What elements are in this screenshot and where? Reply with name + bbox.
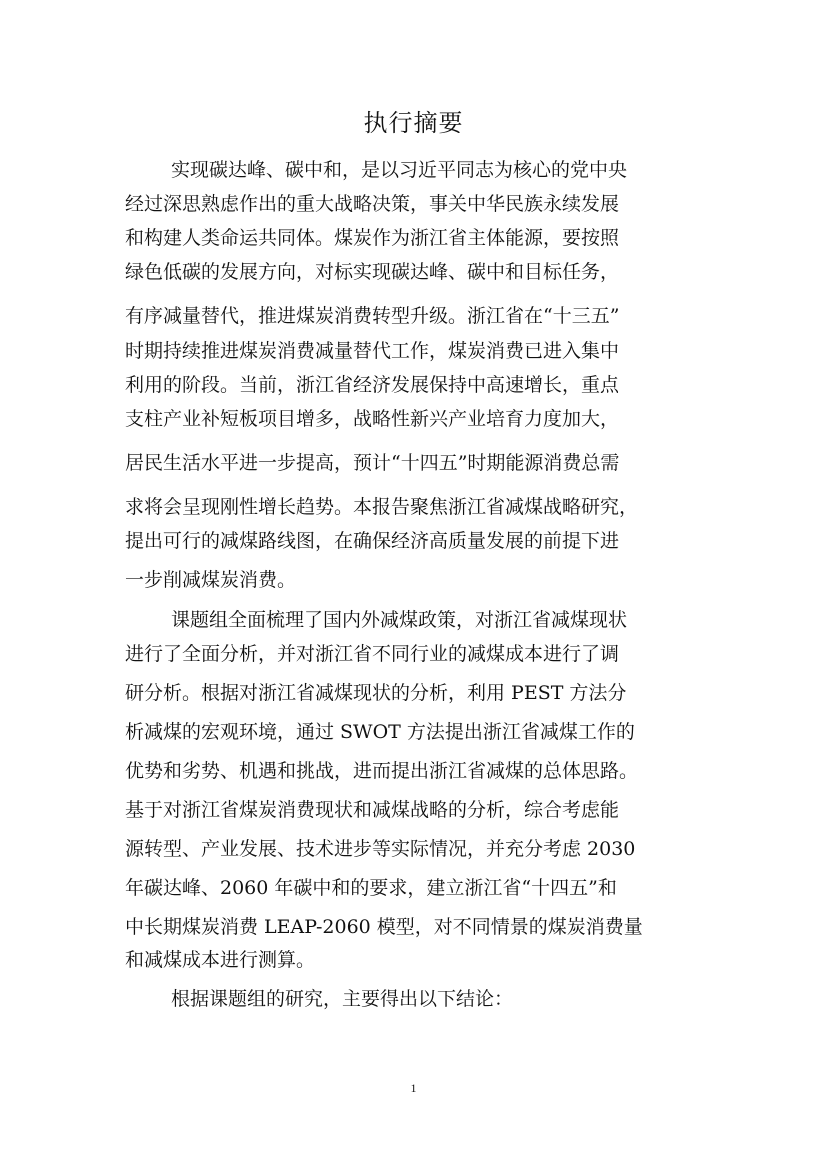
paragraph-2-line-1: 课题组全面梳理了国内外减煤政策，对浙江省减煤现状 bbox=[171, 609, 628, 631]
paragraph-2-line-7: 源转型、产业发展、技术进步等实际情况，并充分考虑 2030 bbox=[125, 838, 636, 860]
paragraph-1-line-5: 有序减量替代，推进煤炭消费转型升级。浙江省在“十三五” bbox=[125, 305, 620, 327]
paragraph-1-line-10: 求将会呈现刚性增长趋势。本报告聚焦浙江省减煤战略研究， bbox=[125, 496, 639, 518]
paragraph-2-line-5: 优势和劣势、机遇和挑战，进而提出浙江省减煤的总体思路。 bbox=[125, 760, 639, 782]
paragraph-2-line-9: 中长期煤炭消费 LEAP-2060 模型，对不同情景的煤炭消费量 bbox=[125, 916, 643, 938]
paragraph-1-line-9: 居民生活水平进一步提高，预计“十四五”时期能源消费总需 bbox=[125, 452, 620, 474]
paragraph-2-line-4: 析减煤的宏观环境，通过 SWOT 方法提出浙江省减煤工作的 bbox=[125, 721, 635, 743]
paragraph-2-line-3: 研分析。根据对浙江省减煤现状的分析，利用 PEST 方法分 bbox=[125, 682, 627, 704]
paragraph-1-line-2: 经过深思熟虑作出的重大战略决策，事关中华民族永续发展 bbox=[125, 193, 620, 215]
paragraph-1-line-8: 支柱产业补短板项目增多，战略性新兴产业培育力度加大， bbox=[125, 408, 620, 430]
paragraph-1-line-1: 实现碳达峰、碳中和，是以习近平同志为核心的党中央 bbox=[171, 159, 628, 181]
paragraph-2-line-6: 基于对浙江省煤炭消费现状和减煤战略的分析，综合考虑能 bbox=[125, 799, 620, 821]
paragraph-1-line-3: 和构建人类命运共同体。煤炭作为浙江省主体能源，要按照 bbox=[125, 227, 620, 249]
page-title: 执行摘要 bbox=[363, 109, 464, 137]
page-number: 1 bbox=[410, 1081, 417, 1095]
paragraph-2-line-2: 进行了全面分析，并对浙江省不同行业的减煤成本进行了调 bbox=[125, 643, 620, 665]
paragraph-2-line-10: 和减煤成本进行测算。 bbox=[125, 949, 316, 971]
paragraph-1-line-12: 一步削减煤炭消费。 bbox=[125, 569, 297, 591]
paragraph-1-line-11: 提出可行的减煤路线图，在确保经济高质量发展的前提下进 bbox=[125, 530, 620, 552]
paragraph-1-line-7: 利用的阶段。当前，浙江省经济发展保持中高速增长，重点 bbox=[125, 374, 620, 396]
paragraph-1-line-4: 绿色低碳的发展方向，对标实现碳达峰、碳中和目标任务， bbox=[125, 261, 620, 283]
paragraph-2-line-8: 年碳达峰、2060 年碳中和的要求，建立浙江省“十四五”和 bbox=[125, 877, 617, 899]
paragraph-3-line-1: 根据课题组的研究，主要得出以下结论： bbox=[171, 988, 514, 1010]
paragraph-1-line-6: 时期持续推进煤炭消费减量替代工作，煤炭消费已进入集中 bbox=[125, 340, 620, 362]
